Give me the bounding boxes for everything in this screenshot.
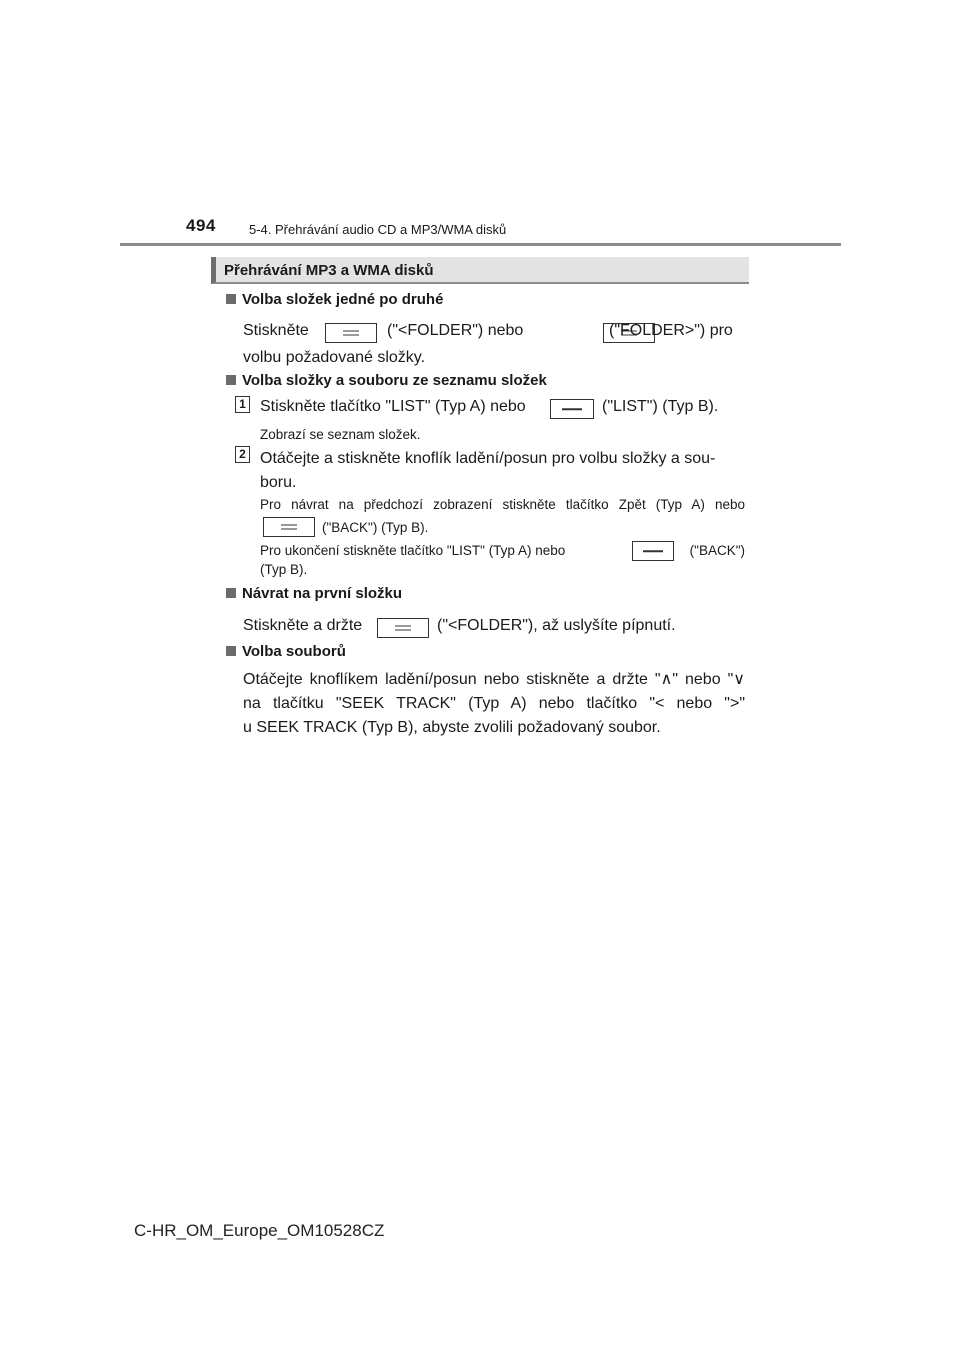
paragraph-folders-line2: volbu požadované složky. bbox=[243, 349, 426, 366]
back-button-exit bbox=[632, 541, 674, 561]
paragraph-files-line1: Otáčejte knoflíkem ladění/posun nebo stiskněte a držte "∧" nebo "∨ bbox=[243, 671, 745, 688]
bullet-heading-folder-list bbox=[226, 372, 547, 389]
bullet-heading-text: Volba souborů bbox=[242, 643, 346, 660]
step-2-text-line2: boru. bbox=[260, 474, 297, 491]
chapter-title: 5-4. Přehrávání audio CD a MP3/WMA disků bbox=[249, 222, 507, 237]
step-2-text-line1: Otáčejte a stiskněte knoflík ladění/posun pro volbu složky a sou- bbox=[260, 450, 716, 467]
back-button bbox=[263, 517, 315, 537]
bullet-heading-folders bbox=[226, 291, 443, 308]
note-exit-line1: Pro ukončení stiskněte tlačítko "LIST" (Typ A) nebo ("BACK") bbox=[260, 543, 745, 561]
paragraph-files-line3: u SEEK TRACK (Typ B), abyste zvolili požadovaný soubor. bbox=[243, 719, 661, 736]
page-number: 494 bbox=[186, 216, 216, 235]
step-number-1: 1 bbox=[235, 396, 250, 413]
section-title: Přehrávání MP3 a WMA disků bbox=[224, 262, 434, 279]
header-rule bbox=[120, 243, 841, 246]
note-list-shown: Zobrazí se seznam složek. bbox=[260, 427, 421, 442]
note-back-line1: Pro návrat na předchozí zobrazení stiskněte tlačítko Zpět (Typ A) nebo bbox=[260, 497, 745, 512]
paragraph-files-line2: na tlačítku "SEEK TRACK" (Typ A) nebo tlačítko "< nebo ">" bbox=[243, 695, 745, 712]
square-bullet-icon bbox=[226, 294, 236, 304]
button-double-line-icon bbox=[395, 626, 411, 631]
button-double-line-icon bbox=[281, 525, 297, 530]
note-exit-line2: (Typ B). bbox=[260, 562, 308, 577]
paragraph-folders-line1: Stiskněte ("<FOLDER") nebo ("FOLDER>") pro bbox=[243, 322, 745, 346]
bullet-heading-text: Volba složek jedné po druhé bbox=[242, 291, 444, 308]
button-dash-icon bbox=[643, 550, 663, 552]
paragraph-first-folder: Stiskněte a držte ("<FOLDER"), až uslyšíte pípnutí. bbox=[243, 617, 745, 641]
square-bullet-icon bbox=[226, 588, 236, 598]
square-bullet-icon bbox=[226, 375, 236, 385]
footer-document-code: C-HR_OM_Europe_OM10528CZ bbox=[134, 1221, 385, 1240]
bullet-heading-first-folder bbox=[226, 585, 402, 602]
button-double-line-icon bbox=[343, 331, 359, 336]
folder-prev-button bbox=[325, 323, 377, 343]
button-dash-icon bbox=[562, 408, 582, 410]
bullet-heading-files bbox=[226, 643, 346, 660]
step-number-2: 2 bbox=[235, 446, 250, 463]
note-back-line2: ("BACK") (Typ B). bbox=[322, 520, 429, 535]
list-button bbox=[550, 399, 594, 419]
folder-prev-button-hold bbox=[377, 618, 429, 638]
bullet-heading-text: Návrat na první složku bbox=[242, 585, 403, 602]
square-bullet-icon bbox=[226, 646, 236, 656]
bullet-heading-text: Volba složky a souboru ze seznamu složek bbox=[242, 372, 547, 389]
step-1-text: Stiskněte tlačítko "LIST" (Typ A) nebo ("LIST") (Typ B). bbox=[260, 398, 750, 422]
